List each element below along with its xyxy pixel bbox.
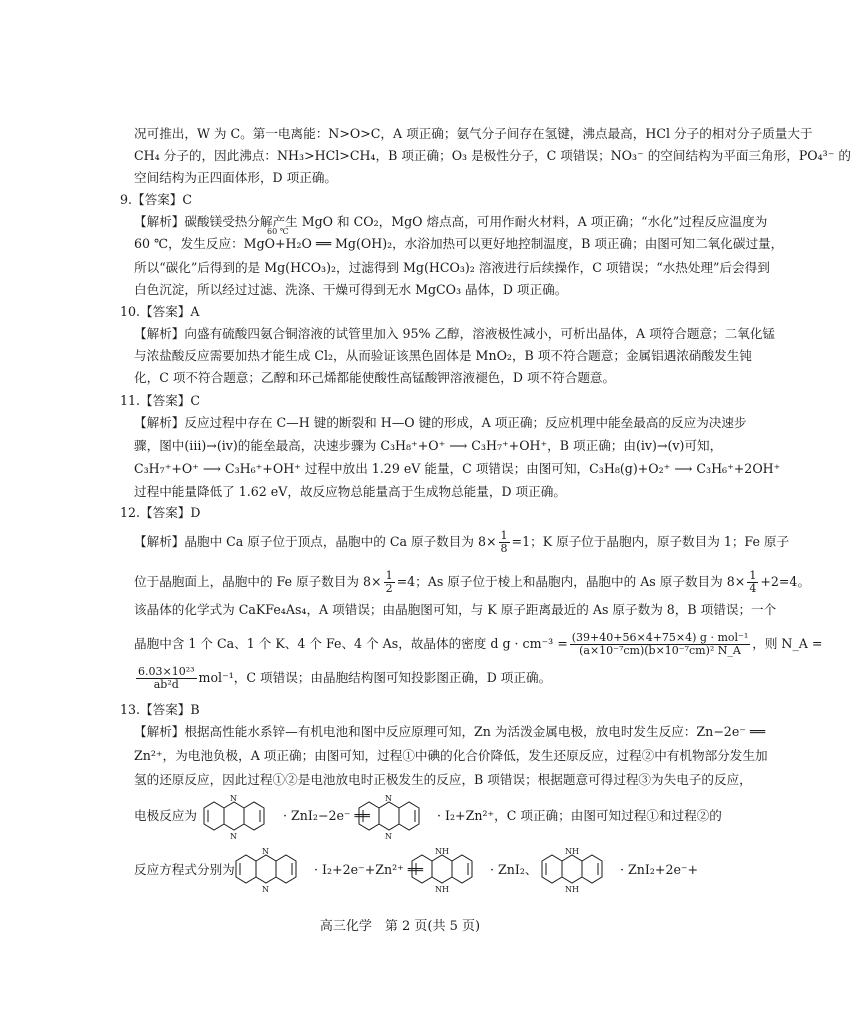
text-line: $\frac{\text{6.03×10²³}}{\text{ab²d}}$ mol⁻¹，C 项错误；由晶胞结构图可知投影图正确，D 项正确。 xyxy=(138,665,552,691)
text-line: 氢的还原反应，因此过程①②是电池放电时正极发生的反应，B 项错误；根据题意可得过程③为失电子的反应， xyxy=(134,772,752,787)
reaction-condition: 60 ℃ xyxy=(267,227,289,236)
text-line: 空间结构为正四面体形，D 项正确。 xyxy=(134,170,338,185)
answer-heading: 11.【答案】C xyxy=(120,393,201,408)
text-line: 况可推出，W 为 C。第一电离能：N>O>C，A 项正确；氨气分子间存在氢键，沸点最高，HCl 分子的相对分子质量大于 xyxy=(134,126,813,141)
answer-heading: 9.【答案】C xyxy=(120,192,193,207)
text-line: 骤，图中(iii)→(iv)的能垒最高，决速步骤为 C₃H₈⁺+O⁺ ⟶ C₃H₇⁺+OH⁺，B 项正确；由(iv)→(v)可知， xyxy=(134,438,723,453)
text-line: 位于晶胞面上，晶胞中的 Fe 原子数目为 8× $\frac{1}{2}$ =4；As 原子位于棱上和晶胞内，晶胞中的 As 原子数目为 8× $\frac{1}{4}$ +2=4。 xyxy=(134,569,811,595)
text-line: Zn²⁺，为电池负极，A 项正确；由图可知，过程①中碘的化合价降低，发生还原反应，过程②中有机物部分发生加 xyxy=(134,748,768,763)
page-footer: 高三化学 第 2 页(共 5 页) xyxy=(319,919,481,934)
text-line: · ZnI₂−2e⁻ ══ xyxy=(283,808,370,823)
fraction-1-8: $\frac{1}{8}$ xyxy=(500,529,508,555)
text-line: 白色沉淀，所以经过过滤、洗涤、干燥可得到无水 MgCO₃ 晶体，D 项正确。 xyxy=(134,282,568,297)
svg-text:NH: NH xyxy=(435,847,449,856)
text-line: CH₄ 分子的，因此沸点：NH₃>HCl>CH₄，B 项正确；O₃ 是极性分子，C 项错误；NO₃⁻ 的空间结构为平面三角形，PO₄³⁻ 的 xyxy=(134,148,851,163)
text-line: C₃H₇⁺+O⁺ ⟶ C₃H₆⁺+OH⁺ 过程中放出 1.29 eV 能量，C 项错误；由图可知，C₃H₈(g)+O₂⁺ ⟶ C₃H₆⁺+2OH⁺ xyxy=(134,461,781,476)
dihydrophenazine-structure xyxy=(538,843,618,895)
text-line: 【解析】碳酸镁受热分解产生 MgO 和 CO₂，MgO 熔点高，可用作耐火材料，A 项正确；“水化”过程反应温度为 xyxy=(134,214,768,229)
text-line: · ZnI₂、 xyxy=(490,862,538,877)
text-line: · I₂+2e⁻+Zn²⁺ ══ xyxy=(314,862,423,877)
phenazine-structure xyxy=(200,790,280,842)
density-fraction: $\frac{\text{(39+40+56×4+75×4) g · mol⁻¹}}{\text{(a×10⁻⁷cm)(b×10⁻⁷cm)² N\_A}}$ xyxy=(571,631,749,657)
text-line: 【解析】根据高性能水系锌—有机电池和图中反应原理可知，Zn 为活泼金属电极，放电时发生反应：Zn−2e⁻ ══ xyxy=(134,724,766,739)
text-line: 过程中能量降低了 1.62 eV，故反应物总能量高于生成物总能量，D 项正确。 xyxy=(134,484,566,499)
svg-text:N: N xyxy=(262,885,269,894)
text-line: 与浓盐酸反应需要加热才能生成 Cl₂，从而验证该黑色固体是 MnO₂，B 项不符合题意；金属铝遇浓硝酸发生钝 xyxy=(134,348,752,363)
text-line: 反应方程式分别为 xyxy=(134,862,235,877)
text-line: · I₂+Zn²⁺，C 项正确；由图可知过程①和过程②的 xyxy=(437,808,722,823)
text-line: 该晶体的化学式为 CaKFe₄As₄，A 项错误；由晶胞图可知，与 K 原子距离最近的 As 原子数为 8，B 项错误；一个 xyxy=(134,602,777,617)
text-line: 【解析】晶胞中 Ca 原子位于顶点，晶胞中的 Ca 原子数目为 8× $\frac{1}{8}$ =1；K 原子位于晶胞内，原子数目为 1；Fe 原子 xyxy=(134,529,790,555)
phenazine-structure xyxy=(355,790,435,842)
na-fraction: $\frac{\text{6.03×10²³}}{\text{ab²d}}$ xyxy=(138,665,195,691)
text-line: 【解析】反应过程中存在 C—H 键的断裂和 H—O 键的形成，A 项正确；反应机理中能垒最高的反应为决速步 xyxy=(134,415,747,430)
svg-text:N: N xyxy=(385,794,392,803)
answer-heading: 12.【答案】D xyxy=(120,505,201,520)
svg-text:NH: NH xyxy=(565,847,579,856)
dihydrophenazine-structure xyxy=(408,843,488,895)
svg-text:NH: NH xyxy=(435,885,449,894)
phenazine-structure xyxy=(232,843,312,895)
text-line: · ZnI₂+2e⁻+ xyxy=(620,862,699,877)
svg-text:NH: NH xyxy=(565,885,579,894)
svg-text:N: N xyxy=(262,847,269,856)
text-line: 60 ℃，发生反应：MgO+H₂O ══ Mg(OH)₂，水浴加热可以更好地控制温度，B 项正确；由图可知二氧化碳过量， xyxy=(134,236,784,251)
answer-heading: 10.【答案】A xyxy=(120,304,200,319)
answer-heading: 13.【答案】B xyxy=(120,702,200,717)
text-line: 【解析】向盛有硫酸四氨合铜溶液的试管里加入 95% 乙醇，溶液极性减小，可析出晶体，A 项符合题意；二氧化锰 xyxy=(134,326,776,341)
text-line: 电极反应为 xyxy=(134,808,197,823)
text-line: 所以“碳化”后得到的是 Mg(HCO₃)₂，过滤得到 Mg(HCO₃)₂ 溶液进行后续操作，C 项错误；“水热处理”后会得到 xyxy=(134,260,770,275)
svg-text:N: N xyxy=(385,832,392,841)
svg-text:N: N xyxy=(230,794,237,803)
text-line: 晶胞中含 1 个 Ca、1 个 K、4 个 Fe、4 个 As，故晶体的密度 d g · cm⁻³ = $\frac{\text{(39+40+56×4+75×4) g · mol⁻¹}}{\text{(a×10⁻⁷cm)(b×10⁻⁷cm)² N\_A}}$ ，则 N_A = xyxy=(134,631,823,657)
svg-text:N: N xyxy=(230,832,237,841)
fraction-1-4: $\frac{1}{4}$ xyxy=(749,569,757,595)
fraction-1-2: $\frac{1}{2}$ xyxy=(385,569,393,595)
text-line: 化，C 项不符合题意；乙醇和环己烯都能使酸性高锰酸钾溶液褪色，D 项不符合题意。 xyxy=(134,370,616,385)
